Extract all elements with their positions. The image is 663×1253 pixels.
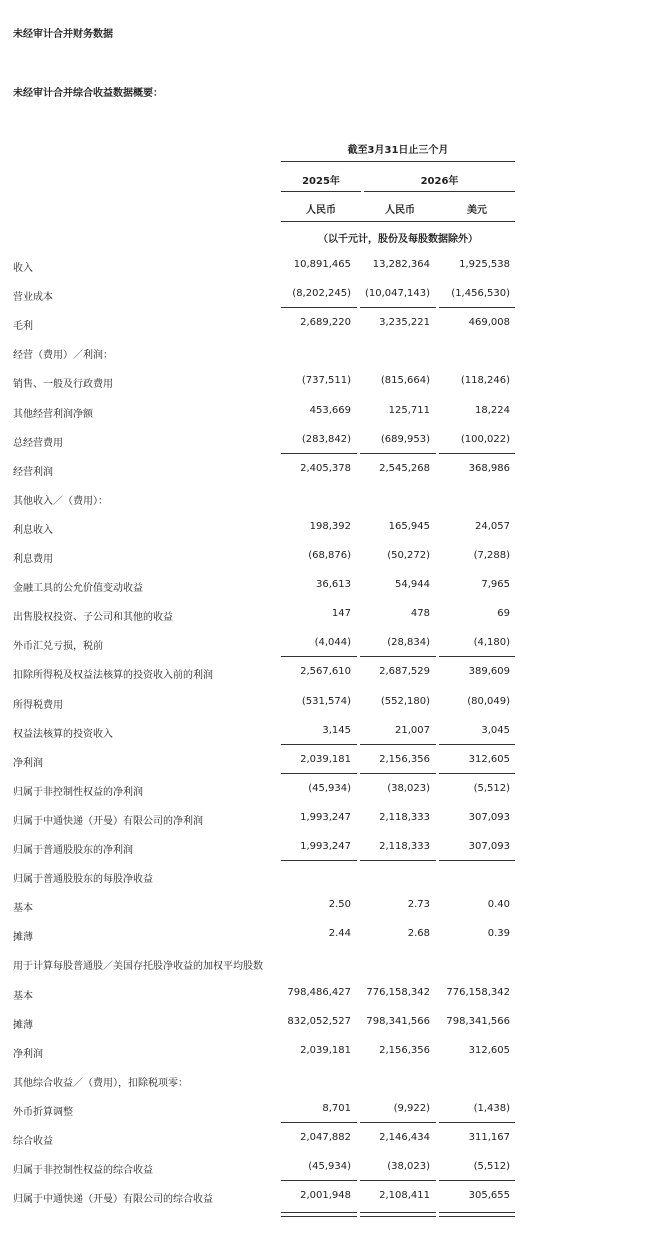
row-value-col1: 147 — [331, 608, 351, 620]
row-value-col2: (9,922) — [393, 1102, 430, 1114]
subtotal-rule — [281, 453, 357, 454]
subtotal-rule — [360, 744, 436, 745]
row-value-col1: (737,511) — [301, 375, 351, 387]
row-value-col2: 2,545,268 — [379, 462, 430, 474]
subtotal-rule — [439, 1180, 515, 1181]
row-value-col3: 69 — [497, 608, 510, 620]
row-value-col2: 165,945 — [388, 520, 430, 532]
row-value-col2: 2,146,434 — [379, 1132, 430, 1143]
row-value-col2: 2,687,529 — [379, 666, 430, 678]
row-value-col2: (38,023) — [387, 782, 430, 794]
row-label: 基本 — [13, 903, 33, 915]
header-currency-rmb-2025: 人民币 — [306, 205, 336, 216]
row-value-col1: 2,039,181 — [300, 753, 351, 765]
row-value-col3: (4,180) — [473, 637, 510, 649]
row-value-col1: (4,044) — [314, 637, 351, 649]
row-value-col2: 54,944 — [395, 579, 430, 591]
row-label: 总经营费用 — [13, 437, 63, 449]
row-label: 权益法核算的投资收入 — [13, 728, 113, 740]
row-value-col1: 3,145 — [322, 724, 351, 736]
section-subtitle: 未经审计合并综合收益数据概要： — [13, 88, 163, 99]
row-value-col1: 453,669 — [309, 404, 351, 416]
row-value-col1: 832,052,527 — [287, 1015, 351, 1027]
row-label: 其他经营利润净额 — [13, 408, 93, 420]
row-value-col1: 2,689,220 — [300, 317, 351, 329]
row-value-col3: (1,438) — [473, 1102, 510, 1114]
row-label: 用于计算每股普通股／美国存托股净收益的加权平均股数 — [13, 961, 263, 973]
row-value-col1: 2.50 — [328, 899, 351, 911]
row-label: 归属于普通股股东的每股净收益 — [13, 874, 153, 886]
row-value-col2: 2,156,356 — [379, 753, 430, 765]
row-value-col2: 478 — [410, 608, 430, 620]
footer-double-rule-col1 — [281, 1212, 357, 1217]
row-value-col3: 798,341,566 — [446, 1015, 510, 1027]
subtotal-rule — [439, 773, 515, 774]
subtotal-rule — [281, 1180, 357, 1181]
row-value-col1: (68,876) — [308, 550, 351, 561]
header-year-rule-2025 — [281, 191, 361, 192]
row-value-col2: 2,108,411 — [379, 1190, 430, 1202]
header-year-rule-2026 — [364, 191, 515, 192]
row-value-col3: 18,224 — [475, 404, 510, 416]
row-label: 其他综合收益／（费用），扣除税项零： — [13, 1077, 188, 1089]
row-label: 所得税费用 — [13, 699, 63, 711]
subtotal-rule — [360, 773, 436, 774]
row-label: 净利润 — [13, 1048, 43, 1060]
row-value-col3: (80,049) — [467, 695, 510, 707]
row-value-col3: 7,965 — [481, 579, 510, 591]
row-value-col1: 2,405,378 — [300, 462, 351, 474]
row-value-col1: 10,891,465 — [293, 259, 351, 270]
subtotal-rule — [281, 656, 357, 657]
row-label: 外币折算调整 — [13, 1106, 73, 1118]
row-value-col2: (689,953) — [380, 433, 430, 445]
row-value-col3: 3,045 — [481, 724, 510, 736]
row-value-col3: 0.40 — [487, 899, 510, 911]
row-value-col3: (1,456,530) — [451, 288, 510, 300]
header-period: 截至3月31日止三个月 — [347, 145, 449, 156]
header-unit-note: （以千元计，股份及每股数据除外） — [318, 234, 478, 245]
row-value-col2: 798,341,566 — [366, 1015, 430, 1027]
row-value-col3: 307,093 — [468, 841, 510, 852]
row-value-col2: (50,272) — [387, 550, 430, 561]
row-label: 利息费用 — [13, 554, 53, 565]
row-value-col1: 798,486,427 — [287, 986, 351, 998]
subtotal-rule — [439, 1122, 515, 1123]
row-value-col1: (45,934) — [308, 782, 351, 794]
header-currency-usd-2026: 美元 — [467, 205, 487, 216]
row-value-col2: 2.73 — [407, 899, 430, 911]
row-value-col2: 776,158,342 — [366, 986, 430, 998]
row-value-col3: 311,167 — [468, 1132, 510, 1143]
subtotal-rule — [360, 307, 436, 308]
footer-double-rule-col3 — [439, 1212, 515, 1217]
header-year-2025: 2025年 — [302, 176, 340, 187]
subtotal-rule — [439, 744, 515, 745]
row-label: 净利润 — [13, 757, 43, 769]
row-value-col3: 389,609 — [468, 666, 510, 678]
subtotal-rule — [281, 307, 357, 308]
row-label: 其他收入／（费用）： — [13, 495, 108, 507]
row-label: 经营（费用）／利润： — [13, 350, 113, 362]
row-value-col2: 3,235,221 — [379, 317, 430, 329]
header-year-2026: 2026年 — [420, 176, 459, 187]
row-value-col2: 2,118,333 — [379, 841, 430, 852]
row-value-col3: (118,246) — [460, 375, 510, 387]
subtotal-rule — [439, 860, 515, 861]
row-value-col1: 2,047,882 — [300, 1132, 351, 1143]
row-value-col3: 0.39 — [487, 928, 510, 940]
row-value-col2: (815,664) — [380, 375, 430, 387]
row-label: 归属于普通股股东的净利润 — [13, 845, 133, 856]
row-label: 归属于中通快递（开曼）有限公司的综合收益 — [13, 1194, 213, 1206]
row-label: 摊薄 — [13, 1019, 33, 1031]
subtotal-rule — [360, 1122, 436, 1123]
row-value-col1: 2.44 — [328, 928, 351, 940]
row-value-col3: (5,512) — [473, 1161, 510, 1173]
row-label: 收入 — [13, 263, 33, 274]
row-label: 外币汇兑亏损，税前 — [13, 641, 103, 653]
document-title: 未经审计合并财务数据 — [13, 29, 113, 40]
row-label: 归属于中通快递（开曼）有限公司的净利润 — [13, 815, 203, 827]
row-value-col2: 2,118,333 — [379, 811, 430, 823]
row-value-col3: 305,655 — [468, 1190, 510, 1202]
header-period-rule — [281, 161, 515, 162]
subtotal-rule — [439, 453, 515, 454]
row-value-col2: (10,047,143) — [364, 288, 430, 300]
row-value-col2: 21,007 — [395, 724, 430, 736]
row-label: 经营利润 — [13, 466, 53, 478]
subtotal-rule — [281, 773, 357, 774]
subtotal-rule — [360, 860, 436, 861]
subtotal-rule — [439, 656, 515, 657]
row-value-col1: 2,001,948 — [300, 1190, 351, 1202]
row-label: 综合收益 — [13, 1136, 53, 1147]
row-value-col3: 312,605 — [468, 753, 510, 765]
row-value-col3: 307,093 — [468, 811, 510, 823]
row-value-col3: (100,022) — [460, 433, 510, 445]
row-label: 扣除所得税及权益法核算的投资收入前的利润 — [13, 670, 213, 682]
row-value-col3: 368,986 — [468, 462, 510, 474]
row-value-col2: 125,711 — [388, 404, 430, 416]
row-value-col2: (38,023) — [387, 1161, 430, 1173]
subtotal-rule — [281, 744, 357, 745]
row-value-col3: 469,008 — [468, 317, 510, 329]
row-value-col2: 13,282,364 — [372, 259, 430, 270]
row-value-col1: 2,039,181 — [300, 1044, 351, 1056]
subtotal-rule — [360, 656, 436, 657]
row-value-col3: 1,925,538 — [459, 259, 510, 270]
row-value-col3: 24,057 — [475, 520, 510, 532]
subtotal-rule — [281, 1122, 357, 1123]
row-label: 基本 — [13, 990, 33, 1002]
row-value-col1: 8,701 — [322, 1102, 351, 1114]
row-label: 营业成本 — [13, 292, 53, 304]
header-currency-rmb-2026: 人民币 — [385, 205, 415, 216]
row-value-col2: (28,834) — [387, 637, 430, 649]
subtotal-rule — [281, 860, 357, 861]
row-label: 利息收入 — [13, 524, 53, 536]
footer-double-rule-col2 — [360, 1212, 436, 1217]
row-label: 金融工具的公允价值变动收益 — [13, 583, 143, 595]
row-value-col1: 36,613 — [316, 579, 351, 591]
row-value-col3: (7,288) — [473, 550, 510, 561]
row-label: 归属于非控制性权益的净利润 — [13, 786, 143, 798]
row-label: 出售股权投资、子公司和其他的收益 — [13, 612, 173, 624]
row-value-col2: (552,180) — [380, 695, 430, 707]
row-value-col1: (8,202,245) — [292, 288, 351, 300]
row-label: 销售、一般及行政费用 — [13, 379, 113, 391]
header-currency-rule — [281, 221, 515, 222]
row-value-col1: 1,993,247 — [300, 811, 351, 823]
row-value-col2: 2.68 — [407, 928, 430, 940]
subtotal-rule — [360, 1180, 436, 1181]
row-value-col1: (283,842) — [301, 433, 351, 445]
row-value-col1: 2,567,610 — [300, 666, 351, 678]
row-value-col3: (5,512) — [473, 782, 510, 794]
row-value-col3: 312,605 — [468, 1044, 510, 1056]
row-label: 毛利 — [13, 321, 33, 333]
row-value-col1: (531,574) — [301, 695, 351, 707]
row-value-col1: 198,392 — [309, 520, 351, 532]
row-value-col1: 1,993,247 — [300, 841, 351, 852]
row-value-col2: 2,156,356 — [379, 1044, 430, 1056]
row-label: 摊薄 — [13, 932, 33, 944]
subtotal-rule — [360, 453, 436, 454]
row-value-col1: (45,934) — [308, 1161, 351, 1173]
row-label: 归属于非控制性权益的综合收益 — [13, 1165, 153, 1177]
row-value-col3: 776,158,342 — [446, 986, 510, 998]
subtotal-rule — [439, 307, 515, 308]
